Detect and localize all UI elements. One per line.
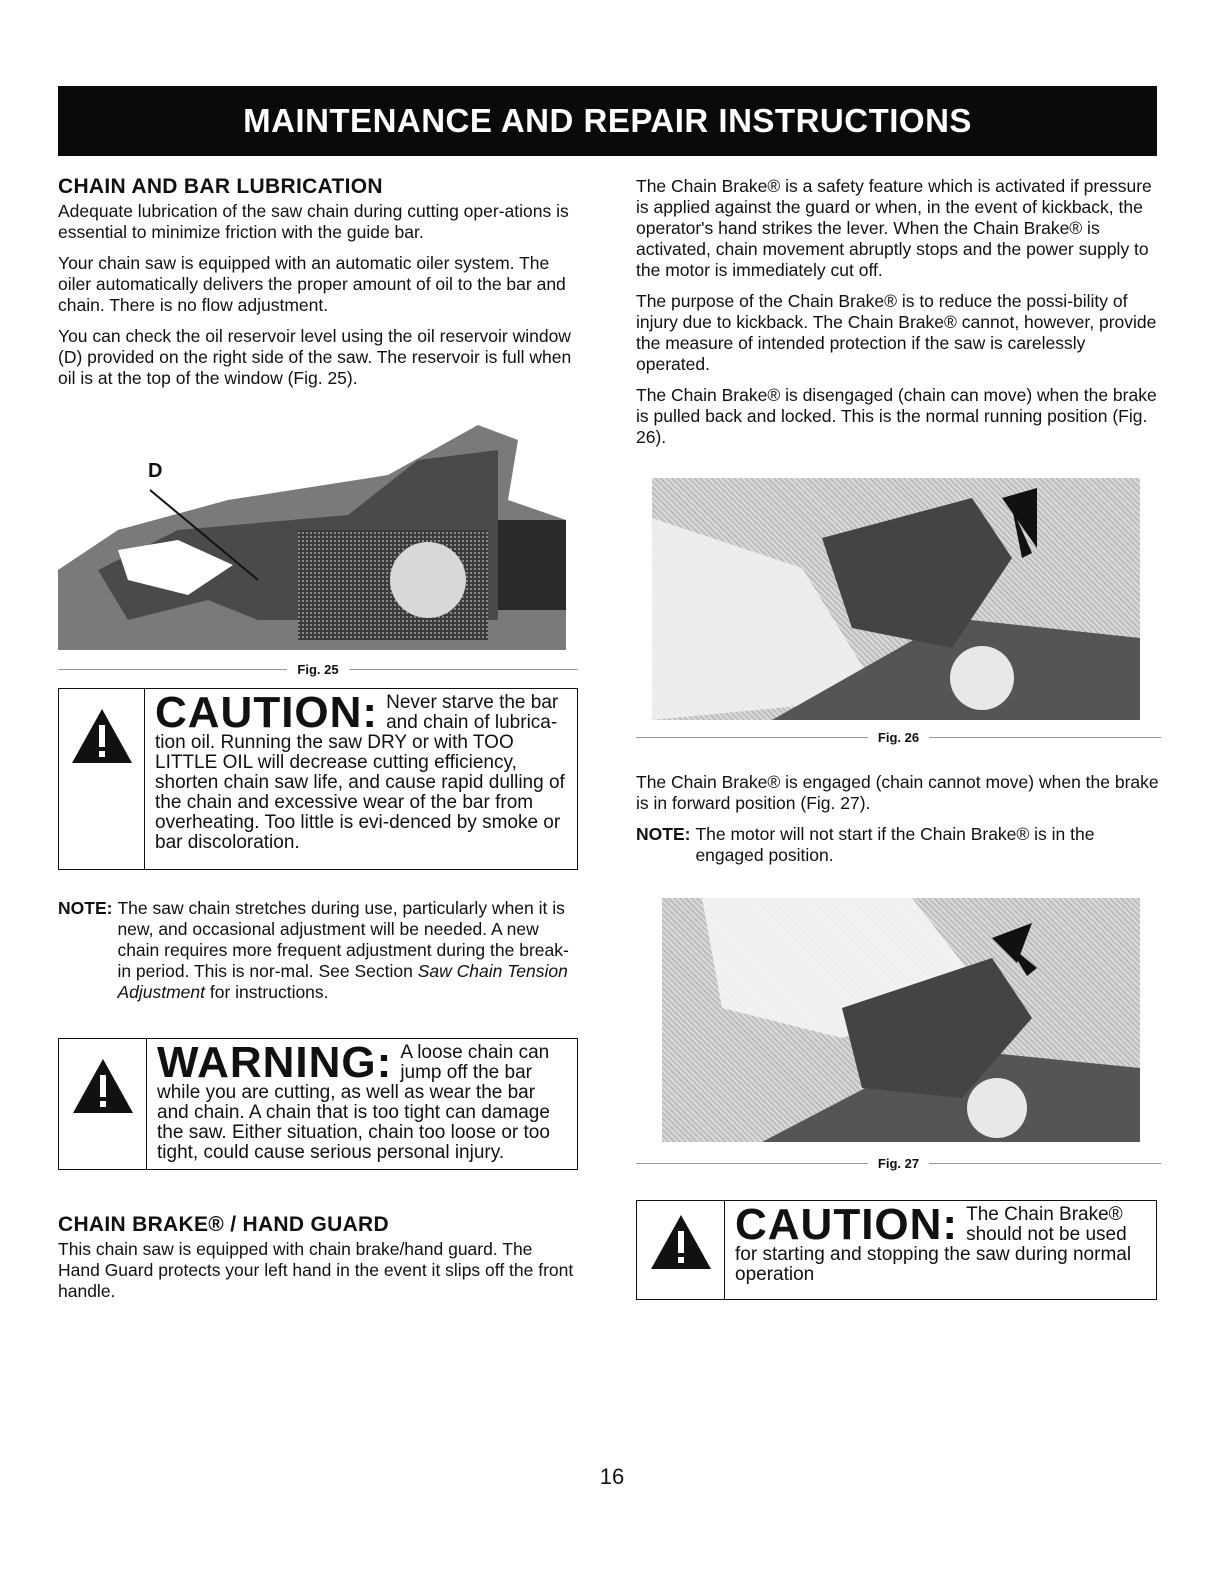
chain-brake-disengaged-photo bbox=[652, 478, 1140, 720]
page-number: 16 bbox=[599, 1464, 625, 1489]
lubrication-section bbox=[58, 176, 578, 399]
warning-message: A loose chain can jump off the bar while you are cutting, as well as wear the bar and chain. A chain that is too tight can damage the saw. Either situation, chain too loose or too tight, could cause serious personal injury. bbox=[157, 1042, 550, 1163]
warning-box-chain bbox=[58, 1038, 578, 1170]
caution-box-lubrication bbox=[58, 688, 578, 870]
warning-triangle-cell bbox=[59, 1039, 147, 1169]
fig27-label: Fig. 27 bbox=[877, 1156, 920, 1171]
brake-section bbox=[58, 1214, 578, 1312]
brake-paragraph-3: The purpose of the Chain Brake® is to reduce the possi-bility of injury due to kickback. The Chain Brake® cannot, however, provide the measure of intended protection if the saw is carelessly operated. bbox=[636, 291, 1157, 374]
note-text: The motor will not start if the Chain Brake® is in the engaged position. bbox=[695, 824, 1095, 865]
warning-triangle-cell bbox=[59, 689, 145, 869]
note-text-main: The saw chain stretches during use, particularly when it is new, and occasional adjustment will be needed. A new chain requires more frequent adjustment during the break-in period. This is nor-mal. See Section bbox=[117, 898, 569, 981]
note-label: NOTE: bbox=[58, 898, 113, 918]
fig27-caption bbox=[636, 1156, 1161, 1171]
warning-triangle-icon bbox=[70, 707, 134, 765]
note-section-reference: Saw Chain Tension Adjustment bbox=[117, 961, 568, 1002]
fig25-callout-d: D bbox=[148, 460, 163, 482]
caption-rule bbox=[349, 669, 578, 670]
lubrication-paragraph-3: You can check the oil reservoir level using the oil reservoir window (D) provided on the right side of the saw. The reservoir is full when oil is at the top of the window (Fig. 25). bbox=[58, 326, 572, 388]
brake-paragraph-5: The Chain Brake® is engaged (chain cannot move) when the brake is in forward position (Fig. 27). bbox=[636, 772, 1159, 813]
fig26-label: Fig. 26 bbox=[877, 730, 920, 745]
note-text bbox=[117, 898, 578, 1003]
lubrication-paragraph-2: Your chain saw is equipped with an automatic oiler system. The oiler automatically delivers the proper amount of oil to the bar and chain. There is no flow adjustment. bbox=[58, 253, 566, 315]
figure-27-image bbox=[662, 898, 1140, 1142]
page-banner bbox=[58, 86, 1157, 156]
figure-26-image bbox=[652, 478, 1140, 720]
page-title: MAINTENANCE AND REPAIR INSTRUCTIONS bbox=[243, 102, 972, 139]
note-text-end: for instructions. bbox=[209, 982, 329, 1002]
note-chain-stretch bbox=[58, 898, 578, 1003]
brake-heading: CHAIN BRAKE® / HAND GUARD bbox=[58, 1213, 389, 1236]
fig25-label: Fig. 25 bbox=[297, 662, 339, 677]
warning-triangle-cell bbox=[637, 1201, 725, 1299]
caution-box-brake bbox=[636, 1200, 1157, 1300]
caption-rule bbox=[58, 669, 287, 670]
right-text-top bbox=[636, 176, 1161, 458]
lubrication-heading: CHAIN AND BAR LUBRICATION bbox=[58, 175, 383, 198]
caution-message: The Chain Brake® should not be used for starting and stopping the saw during normal operation bbox=[735, 1204, 1132, 1285]
warning-text-block bbox=[147, 1039, 577, 1169]
caution-word: CAUTION: bbox=[735, 1200, 959, 1249]
brake-paragraph-1: This chain saw is equipped with chain brake/hand guard. The Hand Guard protects your left hand in the event it slips off the front handle. bbox=[58, 1239, 574, 1301]
brake-paragraph-4: The Chain Brake® is disengaged (chain can move) when the brake is pulled back and locked. This is the normal running position (Fig. 26). bbox=[636, 385, 1157, 447]
fig26-caption bbox=[636, 730, 1161, 745]
chain-brake-engaged-photo bbox=[662, 898, 1140, 1142]
chainsaw-side-illustration bbox=[58, 420, 566, 650]
note-label: NOTE: bbox=[636, 824, 691, 844]
warning-word: WARNING: bbox=[157, 1038, 393, 1087]
figure-25-image bbox=[58, 420, 566, 650]
caution-text-block bbox=[145, 689, 577, 869]
caption-rule bbox=[929, 737, 1161, 738]
warning-triangle-icon bbox=[649, 1213, 713, 1271]
caution-word: CAUTION: bbox=[155, 688, 379, 737]
brake-paragraph-2: The Chain Brake® is a safety feature which is activated if pressure is applied against the guard or when, in the event of kickback, the operator's hand strikes the lever. When the Chain Brake® is activated, chain movement abruptly stops and the power supply to the motor is immediately cut off. bbox=[636, 176, 1152, 280]
caption-rule bbox=[929, 1163, 1161, 1164]
warning-triangle-icon bbox=[71, 1057, 135, 1115]
right-text-middle bbox=[636, 772, 1161, 866]
caption-rule bbox=[636, 1163, 868, 1164]
caption-rule bbox=[636, 737, 868, 738]
caution-text-block bbox=[725, 1201, 1156, 1299]
note-motor bbox=[636, 824, 1161, 866]
caution-message: Never starve the bar and chain of lubrica-tion oil. Running the saw DRY or with TOO LITTLE OIL will decrease cutting efficiency, shorten chain saw life, and cause rapid dulling of the chain and excessive wear of the bar from overheating. Too little is evi-denced by smoke or bar discoloration. bbox=[155, 692, 565, 853]
lubrication-paragraph-1: Adequate lubrication of the saw chain during cutting oper-ations is essential to minimize friction with the guide bar. bbox=[58, 201, 569, 242]
fig25-caption bbox=[58, 662, 578, 677]
